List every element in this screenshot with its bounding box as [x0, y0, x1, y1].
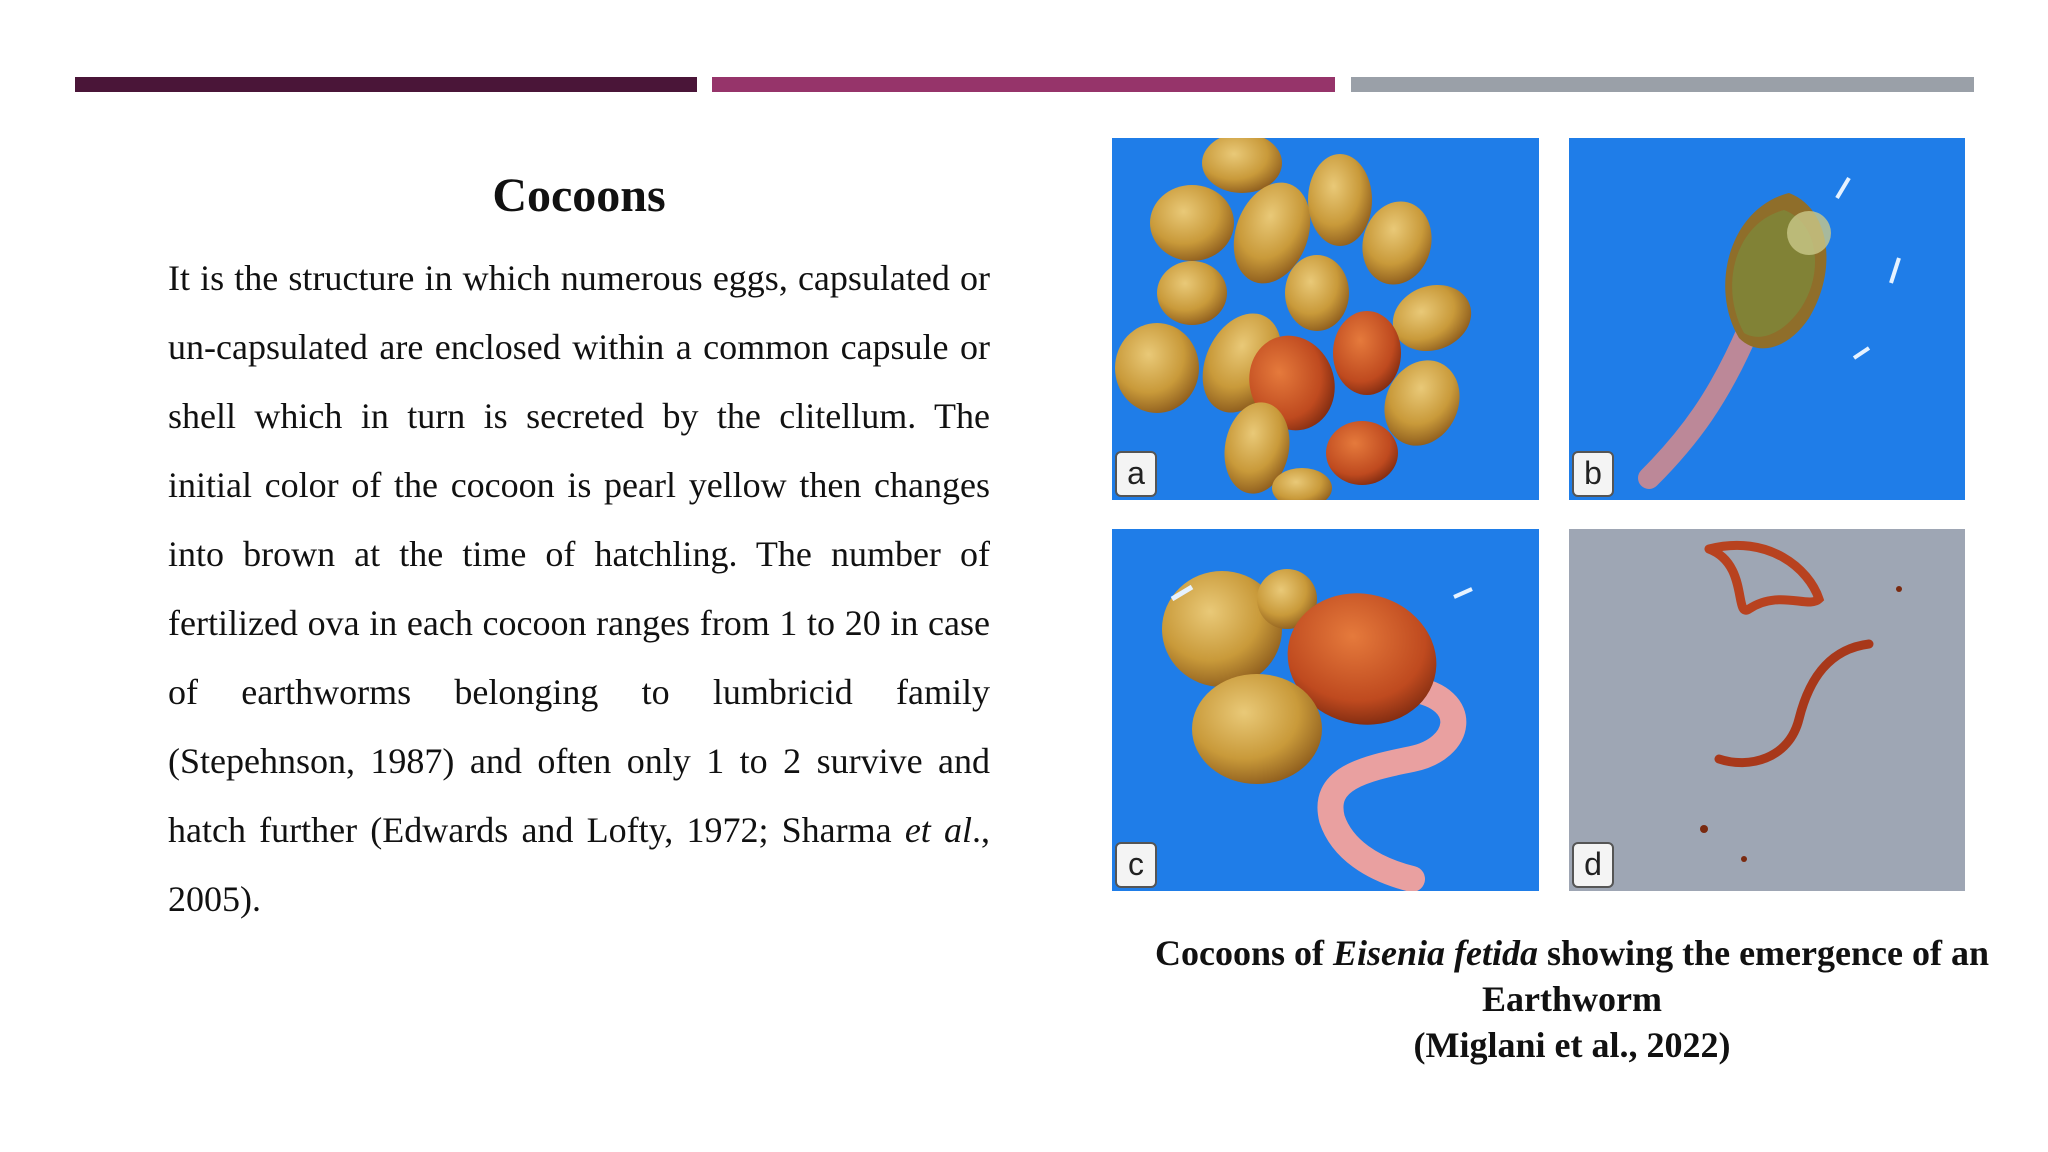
- header-bar-dark: [75, 77, 697, 92]
- figure-panel-b: [1569, 138, 1965, 500]
- caption-line-2: Earthworm: [1482, 979, 1662, 1019]
- figure-panel-a: [1112, 138, 1539, 500]
- cocoon-cluster-photo-icon: [1112, 138, 1539, 500]
- slide-paragraph: [168, 244, 990, 934]
- hatching-cocoon-photo-icon: [1569, 138, 1965, 500]
- caption-citation: (Miglani et al., 2022): [1413, 1025, 1731, 1065]
- panel-label-b: b: [1572, 451, 1614, 497]
- slide-title: Cocoons: [492, 169, 666, 222]
- panel-label-a: a: [1115, 451, 1157, 497]
- panel-label-d: d: [1572, 842, 1614, 888]
- paragraph-text: It is the structure in which numerous eggs, capsulated or un-capsulated are enclosed within a common capsule or shell which in turn is secreted by the clitellum. The initial color of the cocoon is pearl yellow then changes into brown at the time of hatchling. The number of fertilized ova in each cocoon ranges from 1 to 20 in case of earthworms belonging to lumbricid family (Stepehnson, 1987) and often only 1 to 2 survive and hatch further (Edwards and Lofty, 1972; Sharma: [168, 258, 990, 850]
- figure-panel-c: [1112, 529, 1539, 891]
- header-bar-magenta: [712, 77, 1335, 92]
- figure-caption: [1112, 930, 2032, 1068]
- panel-label-c: c: [1115, 842, 1157, 888]
- caption-line-1: [1112, 930, 2032, 976]
- caption-species: Eisenia fetida: [1333, 933, 1539, 973]
- paragraph-end: ., 2005).: [168, 810, 991, 919]
- juvenile-worms-photo-icon: [1569, 529, 1965, 891]
- header-bar-grey: [1351, 77, 1974, 92]
- caption-suffix: showing the emergence of an: [1538, 933, 1989, 973]
- paragraph-italic: et al: [904, 810, 973, 850]
- emerging-worm-photo-icon: [1112, 529, 1539, 891]
- figure-panel-d: [1569, 529, 1965, 891]
- caption-prefix: Cocoons of: [1155, 933, 1334, 973]
